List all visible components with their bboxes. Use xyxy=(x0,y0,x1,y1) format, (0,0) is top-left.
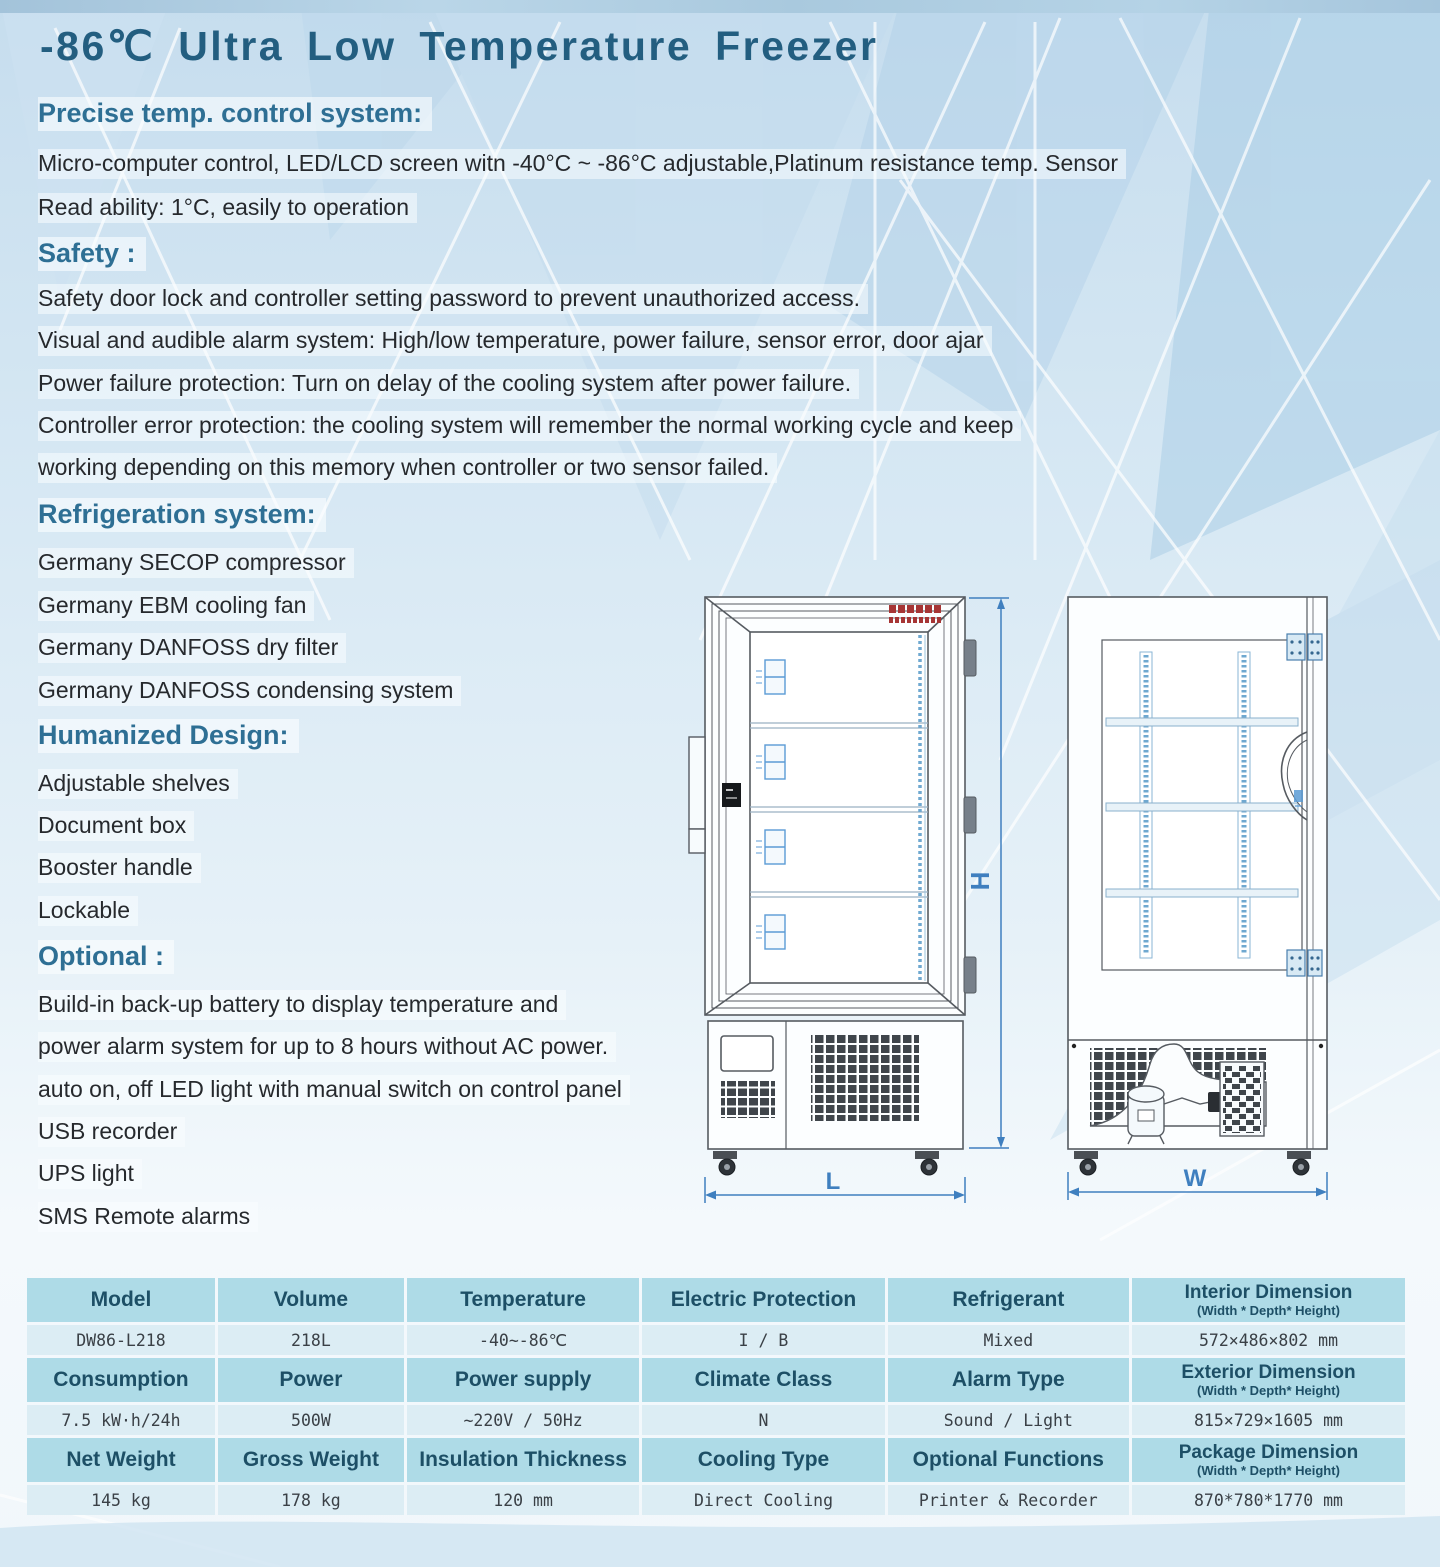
spec-header-cell: Interior Dimension (Width * Depth* Height) xyxy=(1132,1278,1405,1322)
spec-value-cell: 500W xyxy=(218,1405,404,1435)
spec-header-cell: Temperature xyxy=(407,1278,639,1322)
feature-line: USB recorder xyxy=(38,1117,185,1147)
spec-header-cell: Power supply xyxy=(407,1358,639,1402)
spec-value-cell: Mixed xyxy=(888,1325,1129,1355)
feature-line: Booster handle xyxy=(38,853,201,883)
spec-header-cell: Package Dimension (Width * Depth* Height) xyxy=(1132,1438,1405,1482)
spec-header-cell: Cooling Type xyxy=(642,1438,884,1482)
spec-value-cell: 572×486×802 mm xyxy=(1132,1325,1405,1355)
spec-header-cell: Exterior Dimension (Width * Depth* Height) xyxy=(1132,1358,1405,1402)
spec-value-cell: ~220V / 50Hz xyxy=(407,1405,639,1435)
spec-header-cell: Insulation Thickness xyxy=(407,1438,639,1482)
spec-header-cell: Volume xyxy=(218,1278,404,1322)
dimension-label-h: H xyxy=(965,871,995,891)
feature-line: Power failure protection: Turn on delay of the cooling system after power failure. xyxy=(38,369,859,399)
feature-line: working depending on this memory when controller or two sensor failed. xyxy=(38,453,777,483)
control-display xyxy=(721,1036,773,1071)
spec-header-cell: Optional Functions xyxy=(888,1438,1129,1482)
freezer-front-diagram xyxy=(683,585,1013,1225)
spec-header-cell: Model xyxy=(27,1278,215,1322)
feature-line: UPS light xyxy=(38,1159,142,1189)
spec-value-cell: N xyxy=(642,1405,884,1435)
spec-value-cell: 7.5 kW·h/24h xyxy=(27,1405,215,1435)
feature-line: Adjustable shelves xyxy=(38,769,238,799)
freezer-rear-diagram xyxy=(1050,592,1350,1222)
top-accent-bar xyxy=(0,0,1440,13)
control-keypad xyxy=(721,1081,775,1118)
section-heading-refrigeration: Refrigeration system: xyxy=(38,498,326,532)
dimension-label-w: W xyxy=(1183,1165,1207,1192)
spec-header-cell: Alarm Type xyxy=(888,1358,1129,1402)
feature-line: Germany DANFOSS condensing system xyxy=(38,676,461,706)
hinge-plate-bottom xyxy=(1287,950,1322,976)
feature-line: Germany DANFOSS dry filter xyxy=(38,633,346,663)
spec-value-cell: 218L xyxy=(218,1325,404,1355)
spec-header-cell: Electric Protection xyxy=(642,1278,884,1322)
spec-header-cell: Climate Class xyxy=(642,1358,884,1402)
section-heading-safety: Safety : xyxy=(38,237,146,271)
compressor xyxy=(1128,1086,1164,1144)
spec-header-cell: Refrigerant xyxy=(888,1278,1129,1322)
spec-value-cell: I / B xyxy=(642,1325,884,1355)
spec-header-cell: Gross Weight xyxy=(218,1438,404,1482)
feature-line: Safety door lock and controller setting password to prevent unauthorized access. xyxy=(38,284,868,314)
spec-value-cell: Printer & Recorder xyxy=(888,1485,1129,1515)
feature-line: SMS Remote alarms xyxy=(38,1202,258,1232)
spec-value-cell: 120 mm xyxy=(407,1485,639,1515)
section-heading-optional: Optional : xyxy=(38,940,174,974)
spec-value-cell: 815×729×1605 mm xyxy=(1132,1405,1405,1435)
feature-line: auto on, off LED light with manual switch on control panel xyxy=(38,1075,630,1105)
feature-line: Germany EBM cooling fan xyxy=(38,591,314,621)
feature-line: Visual and audible alarm system: High/low temperature, power failure, sensor error, door ajar xyxy=(38,326,992,356)
feature-line: Lockable xyxy=(38,896,138,926)
door-lock-icon xyxy=(722,783,741,807)
section-heading-temp-control: Precise temp. control system: xyxy=(38,97,432,131)
spec-value-cell: 145 kg xyxy=(27,1485,215,1515)
spec-value-cell: 870*780*1770 mm xyxy=(1132,1485,1405,1515)
spec-header-cell: Power xyxy=(218,1358,404,1402)
feature-line: Read ability: 1°C, easily to operation xyxy=(38,193,417,223)
booster-handle xyxy=(689,737,705,853)
feature-line: Germany SECOP compressor xyxy=(38,548,354,578)
ventilation-grille xyxy=(811,1033,919,1121)
page-title: -86℃ Ultra Low Temperature Freezer xyxy=(40,23,879,69)
spec-header-cell: Net Weight xyxy=(27,1438,215,1482)
feature-line: Build-in back-up battery to display temperature and xyxy=(38,990,566,1020)
feature-line: power alarm system for up to 8 hours without AC power. xyxy=(38,1032,616,1062)
front-cabinet-outline xyxy=(705,597,965,1015)
spec-table xyxy=(27,1278,1405,1515)
feature-line: Micro-computer control, LED/LCD screen witn -40°C ~ -86°C adjustable,Platinum resistance temp. Sensor xyxy=(38,149,1126,179)
hinge-plate-top xyxy=(1287,634,1322,660)
spec-value-cell: 178 kg xyxy=(218,1485,404,1515)
spec-value-cell: Sound / Light xyxy=(888,1405,1129,1435)
spec-value-cell: -40~-86℃ xyxy=(407,1325,639,1355)
spec-value-cell: Direct Cooling xyxy=(642,1485,884,1515)
feature-line: Controller error protection: the cooling system will remember the normal working cycle and keep xyxy=(38,411,1021,441)
spec-value-cell: DW86-L218 xyxy=(27,1325,215,1355)
dimension-label-l: L xyxy=(825,1168,841,1195)
section-heading-humanized-design: Humanized Design: xyxy=(38,719,299,753)
spec-header-cell: Consumption xyxy=(27,1358,215,1402)
condenser xyxy=(1220,1062,1264,1136)
feature-line: Document box xyxy=(38,811,194,841)
